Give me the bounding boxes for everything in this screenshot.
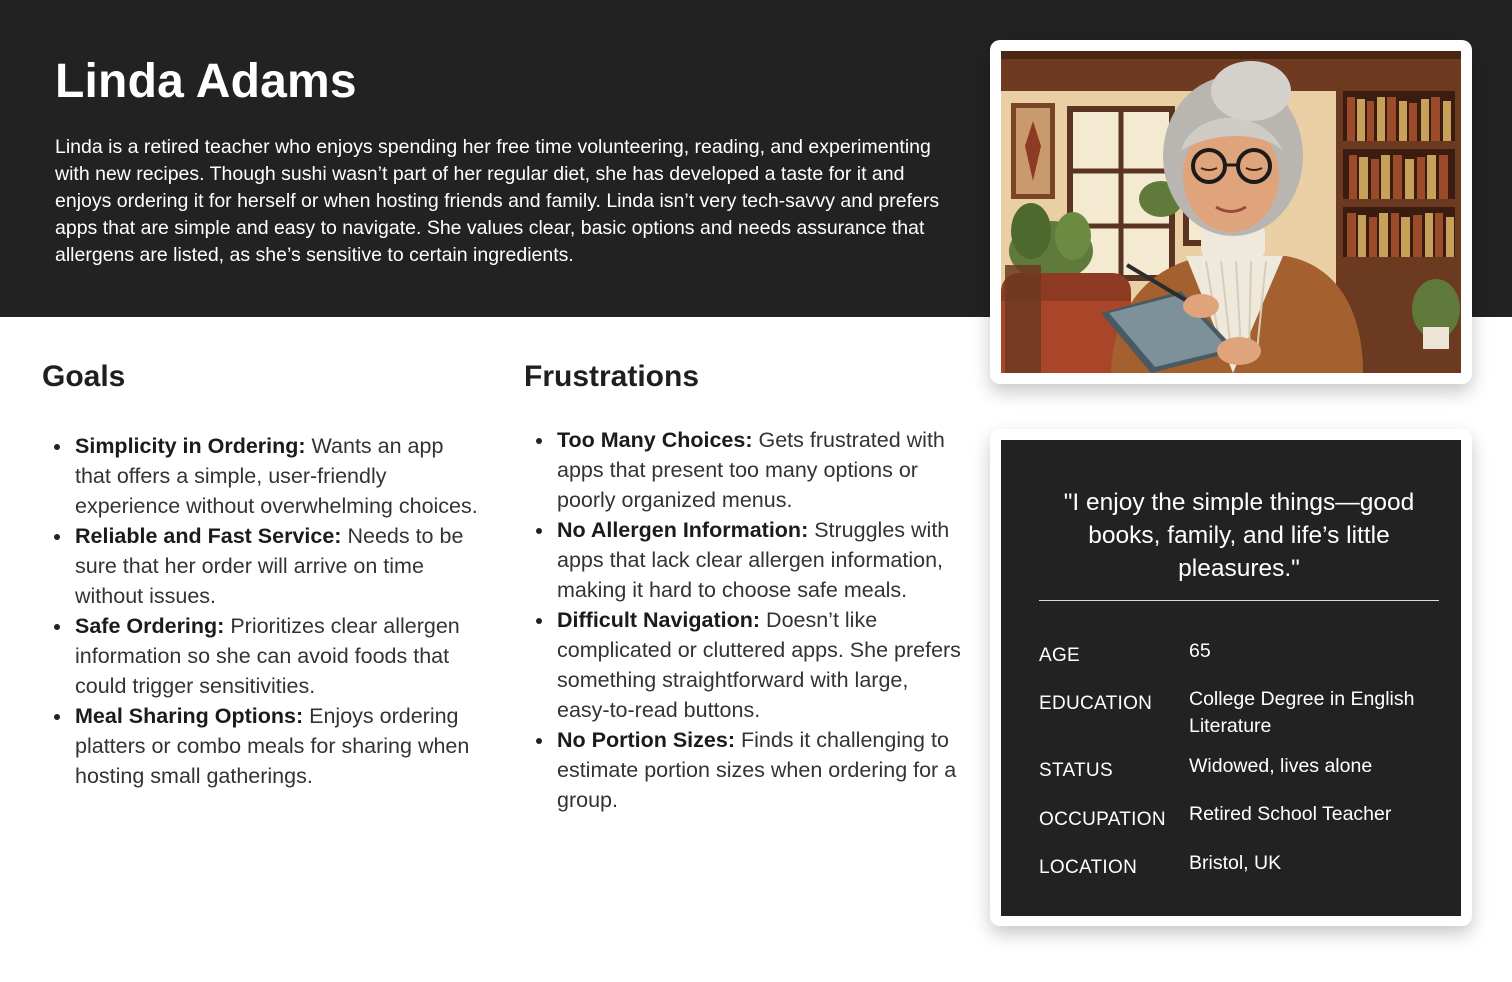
goal-label: Meal Sharing Options: — [75, 704, 304, 728]
goals-heading: Goals — [42, 360, 126, 393]
goal-item — [54, 431, 484, 521]
fact-label: LOCATION — [1039, 857, 1138, 878]
frustrations-list — [536, 425, 966, 815]
fact-label: OCCUPATION — [1039, 809, 1166, 830]
frustration-text: Finds it challenging to estimate portion sizes when ordering for a group. — [557, 728, 957, 812]
persona-photo-card — [990, 40, 1472, 384]
persona-name: Linda Adams — [55, 55, 357, 108]
frustration-text: Struggles with apps that lack clear allergen information, making it hard to choose safe meals. — [557, 518, 950, 602]
persona-info-card — [990, 429, 1472, 926]
frustration-label: No Allergen Information: — [557, 518, 809, 542]
frustration-item — [536, 605, 966, 725]
goals-list — [54, 431, 484, 791]
persona-bio: Linda is a retired teacher who enjoys spending her free time volunteering, reading, and experimenting with new recipes. Though sushi wasn’t part of her regular diet, she has developed a taste for it and enjoys ordering it for herself or when hosting friends and family. Linda isn’t very tech-savvy and prefers apps that are simple and easy to navigate. She values clear, basic options and needs assurance that allergens are listed, as she’s sensitive to certain ingredients. — [55, 136, 940, 266]
fact-label: AGE — [1039, 645, 1081, 666]
goal-label: Safe Ordering: — [75, 614, 225, 638]
frustration-label: No Portion Sizes: — [557, 728, 735, 752]
persona-info-panel — [1001, 440, 1461, 916]
frustration-item — [536, 425, 966, 515]
frustration-text: Gets frustrated with apps that present too many options or poorly organized menus. — [557, 428, 945, 512]
persona-illustration — [1001, 51, 1461, 373]
frustration-label: Too Many Choices: — [557, 428, 753, 452]
fact-value: College Degree in English Literature — [1189, 688, 1415, 737]
persona-quote: "I enjoy the simple things—good books, family, and life’s little pleasures." — [1063, 489, 1415, 582]
frustration-item — [536, 515, 966, 605]
fact-value: Widowed, lives alone — [1189, 755, 1373, 777]
frustrations-heading: Frustrations — [524, 360, 700, 393]
goal-item — [54, 701, 484, 791]
goal-text: Wants an app that offers a simple, user-friendly experience without overwhelming choices. — [75, 434, 478, 518]
goal-text: Enjoys ordering platters or combo meals for sharing when hosting small gatherings. — [75, 704, 470, 788]
fact-value: 65 — [1189, 640, 1211, 662]
goal-text: Needs to be sure that her order will arrive on time without issues. — [75, 524, 464, 608]
fact-label: EDUCATION — [1039, 693, 1153, 714]
fact-label: STATUS — [1039, 760, 1113, 781]
fact-value: Retired School Teacher — [1189, 803, 1392, 825]
fact-value: Bristol, UK — [1189, 852, 1282, 874]
goal-label: Reliable and Fast Service: — [75, 524, 342, 548]
frustration-item — [536, 725, 966, 815]
frustration-label: Difficult Navigation: — [557, 608, 761, 632]
divider — [1039, 600, 1439, 601]
goal-label: Simplicity in Ordering: — [75, 434, 306, 458]
goal-item — [54, 611, 484, 701]
goal-text: Prioritizes clear allergen information so she can avoid foods that could trigger sensitivities. — [75, 614, 460, 698]
frustration-text: Doesn’t like complicated or cluttered apps. She prefers something straightforward with large, easy-to-read buttons. — [557, 608, 961, 722]
goal-item — [54, 521, 484, 611]
